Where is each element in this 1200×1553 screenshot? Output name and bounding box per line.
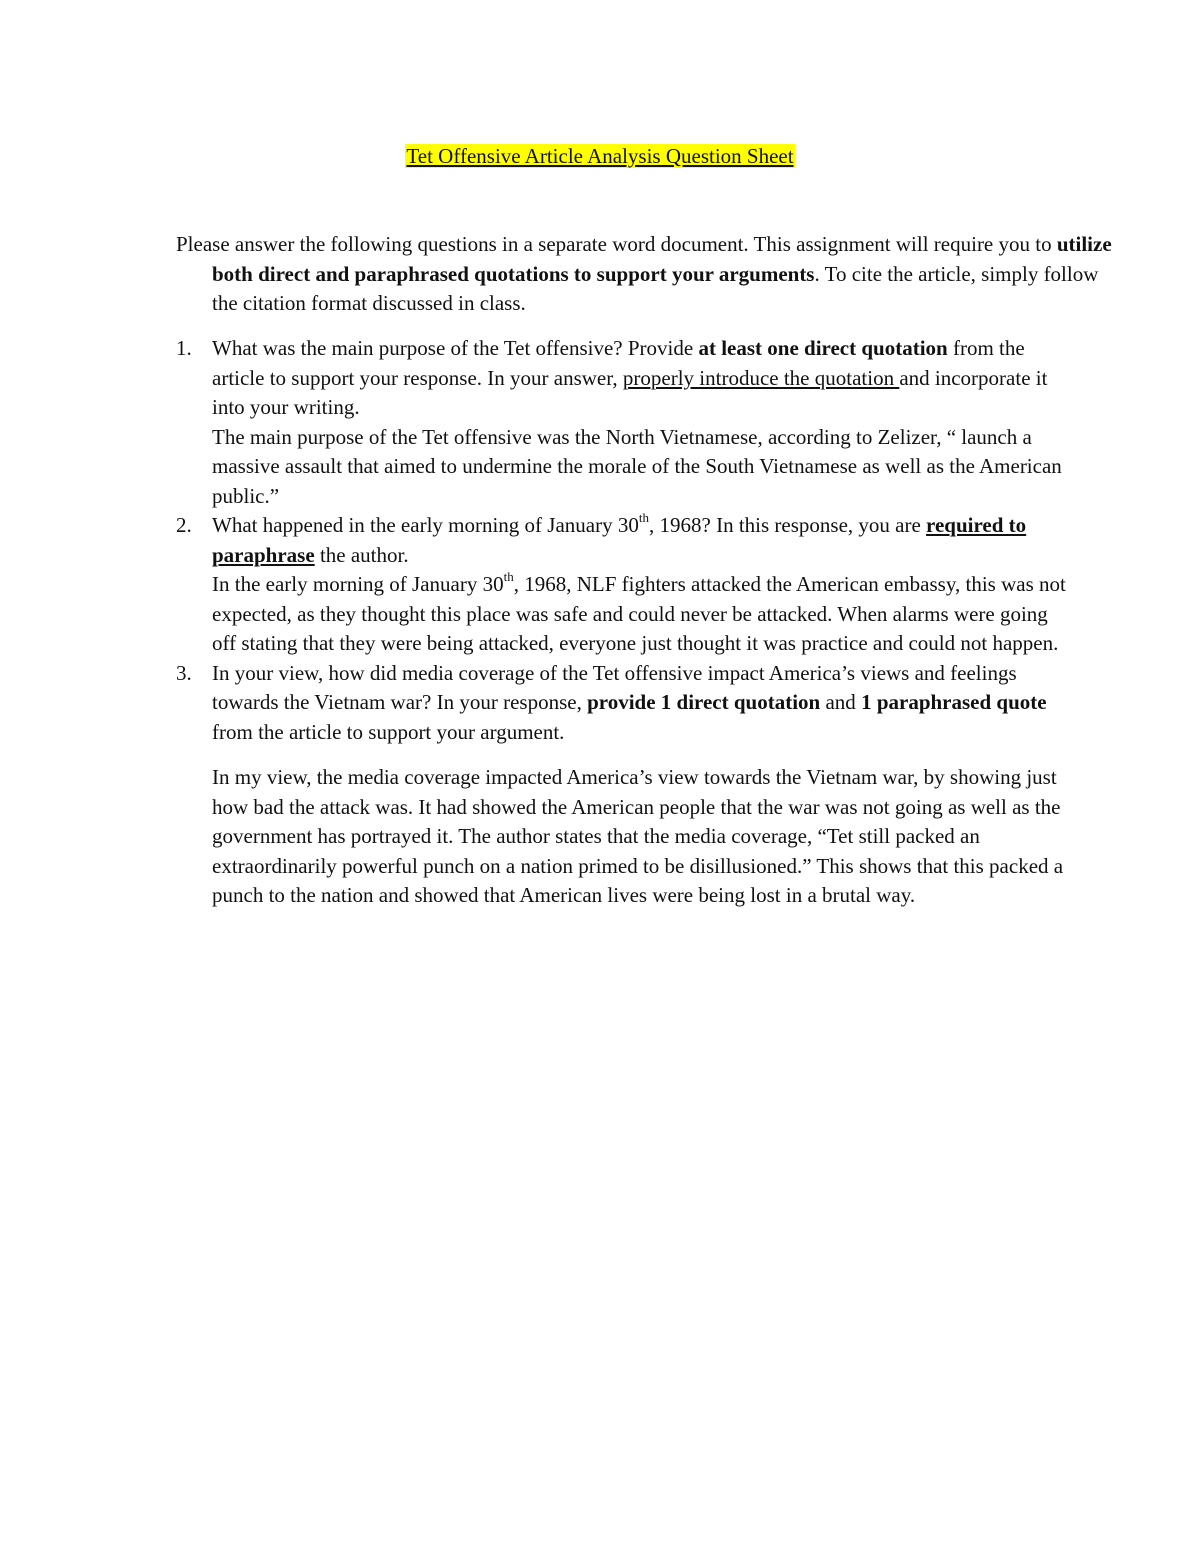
question-text	[212, 511, 1076, 570]
question-number: 2.	[176, 513, 192, 537]
question-bold-text: provide 1 direct quotation	[587, 690, 821, 714]
question-text-part: from the article to support your argument.	[212, 719, 565, 744]
answer-text: The main purpose of the Tet offensive was the North Vietnamese, according to Zelizer, “ launch a massive assault that aimed to undermine the morale of the South Vietnamese as well as the American public.”	[212, 424, 1062, 508]
question-underlined-text: properly introduce the quotation	[622, 365, 900, 390]
question-text-part: What happened in the early morning of January 30	[212, 513, 639, 537]
intro-text-2: . To cite the article, simply follow the citation format discussed in class.	[212, 261, 1099, 315]
intro-paragraph	[176, 230, 1112, 319]
question-text-part: , 1968? In this response, you are	[649, 513, 927, 537]
question-text	[212, 334, 1076, 423]
ordinal-suffix: th	[638, 510, 649, 525]
document-title	[0, 141, 1200, 171]
question-item-2	[176, 511, 1076, 659]
question-text-part: In your view, how did media coverage of the Tet offensive impact America’s views and feelings towards the Vietnam war? In your response,	[212, 660, 1017, 714]
question-bold-text: 1 paraphrased quote	[861, 690, 1047, 714]
answer-text-part: , 1968, NLF fighters attacked the American embassy, this was not expected, as they thought this place was safe and could never be attacked. When alarms were going off stating that they were being attacked, everyone just thought it was practice and could not happen.	[212, 572, 1066, 655]
answer-text-part: In the early morning of January 30	[212, 572, 504, 596]
question-list	[176, 334, 1076, 911]
question-bold-text: at least one direct quotation	[698, 336, 948, 360]
ordinal-suffix: th	[503, 569, 514, 584]
question-text-part: and	[820, 690, 862, 714]
question-underlined-text: required to paraphrase	[212, 513, 1027, 567]
question-number: 3.	[176, 660, 192, 685]
question-item-1	[176, 334, 1076, 511]
answer-text: In my view, the media coverage impacted America’s view towards the Vietnam war, by showing just how bad the attack was. It had showed the American people that the war was not going as well as the government has portrayed it. The author states that the media coverage, “Tet still packed an extraordinarily powerful punch on a nation primed to be disillusioned.” This shows that this packed a punch to the nation and showed that American lives were being lost in a brutal way.	[212, 765, 1064, 907]
question-text-part: and incorporate it into your writing.	[212, 365, 1048, 419]
question-text	[212, 659, 1076, 748]
question-text-part: What was the main purpose of the Tet offensive? Provide	[212, 336, 699, 360]
question-text-part: from the article to support your response. In your answer,	[212, 336, 1025, 390]
question-number: 1.	[176, 336, 192, 360]
title-text: Tet Offensive Article Analysis Question Sheet	[406, 144, 794, 168]
intro-bold-text: utilize both direct and paraphrased quotations to support your arguments	[212, 232, 1112, 286]
question-item-3	[176, 659, 1076, 911]
answer-text	[212, 570, 1076, 659]
intro-text-1: Please answer the following questions in a separate word document. This assignment will require you to	[176, 232, 1057, 256]
question-text-part: the author.	[314, 542, 409, 567]
